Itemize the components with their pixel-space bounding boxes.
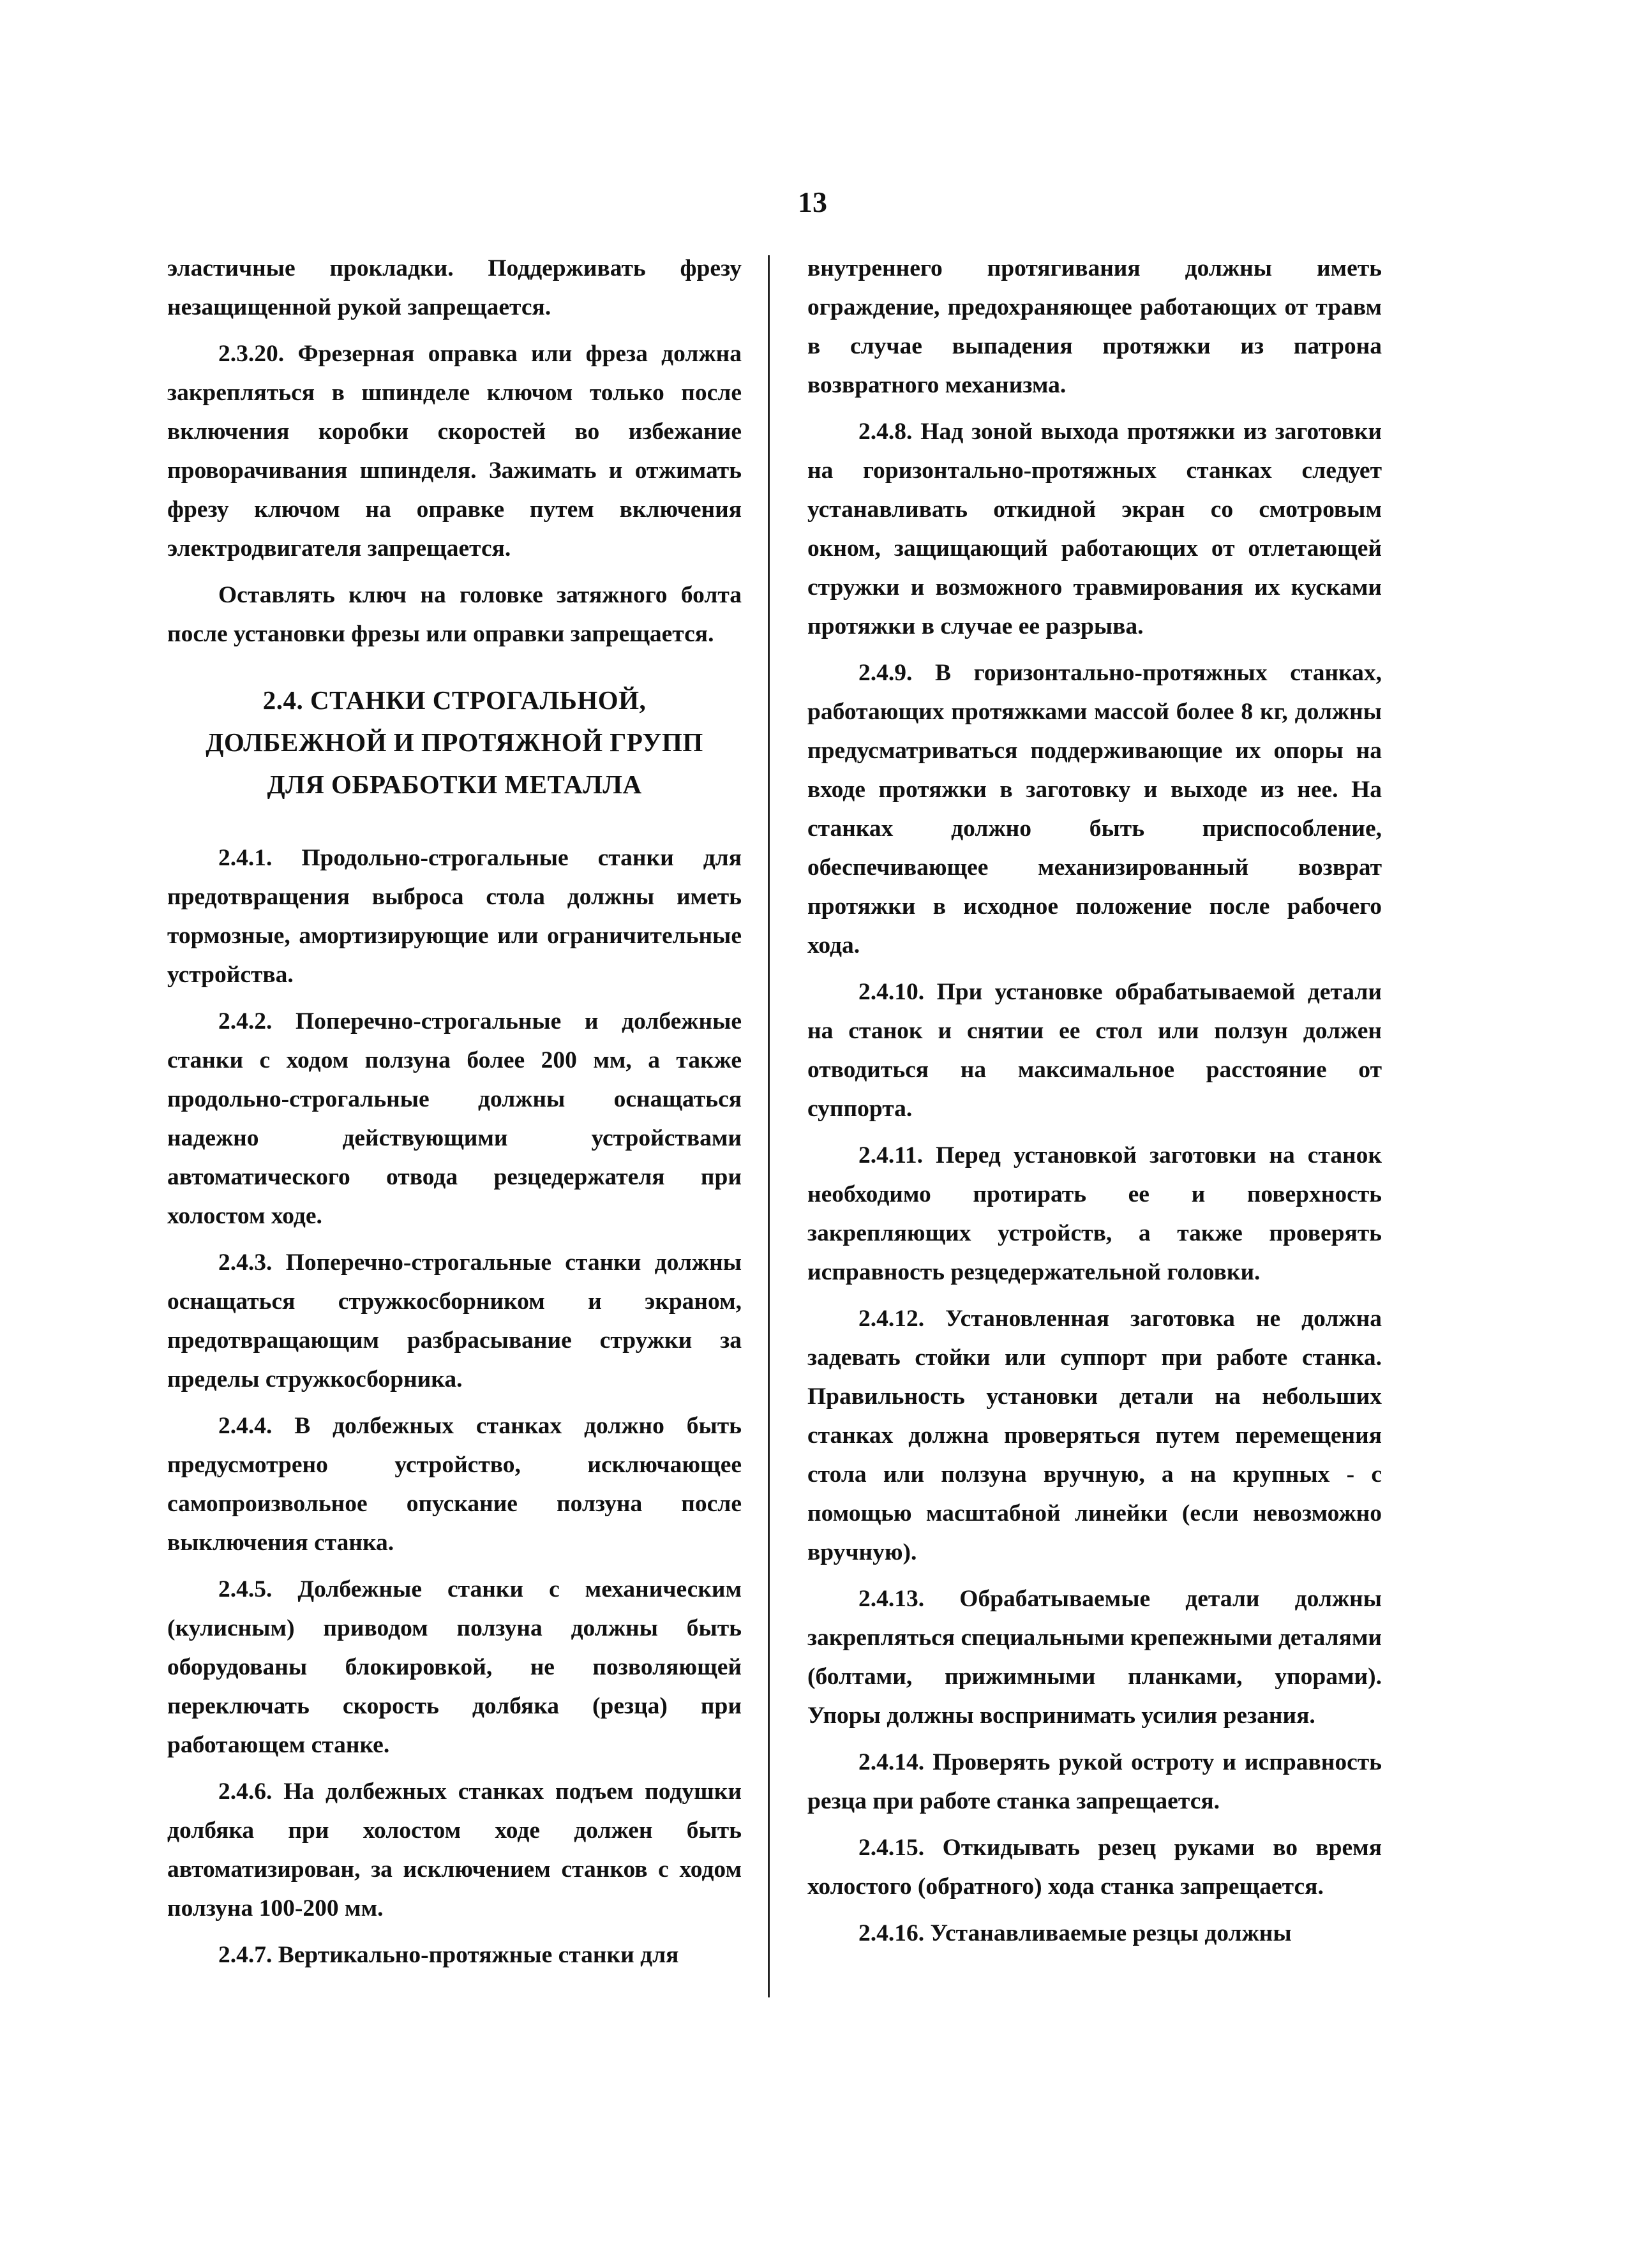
- page-number: 13: [798, 186, 827, 218]
- paragraph: 2.4.8. Над зоной выхода протяжки из заготовки на горизонтально-протяжных станках следует устанавливать откидной экран со смотровым окном, защищающий работающих от отлетающей стружки и возможного травмирования их кусками протяжки в случае ее разрыва.: [807, 419, 1382, 639]
- column-divider: [768, 255, 770, 1997]
- paragraph: 2.4.12. Установленная заготовка не должна задевать стойки или суппорт при работе станка. Правильность установки детали на небольших станках должна проверяться путем перемещения стола или ползуна вручную, а на крупных - с помощью масштабной линейки (если невозможно вручную).: [807, 1306, 1382, 1565]
- paragraph: 2.3.20. Фрезерная оправка или фреза должна закрепляться в шпинделе ключом только после включения коробки скоростей во избежание проворачивания шпинделя. Зажимать и отжимать фрезу ключом на оправке путем включения электродвигателя запрещается.: [167, 341, 742, 562]
- left-column: [167, 249, 742, 1982]
- paragraph: 2.4.7. Вертикально-протяжные станки для: [218, 1942, 679, 1968]
- paragraph: 2.4.13. Обрабатываемые детали должны закрепляться специальными крепежными деталями (болтами, прижимными планками, упорами). Упоры должны воспринимать усилия резания.: [807, 1586, 1382, 1729]
- section-heading-line: 2.4. СТАНКИ СТРОГАЛЬНОЙ,: [262, 685, 647, 715]
- paragraph: 2.4.5. Долбежные станки с механическим (кулисным) приводом ползуна должны быть оборудованы блокировкой, не позволяющей переключать скорость долбяка (резца) при работающем станке.: [167, 1576, 742, 1758]
- paragraph: 2.4.16. Устанавливаемые резцы должны: [858, 1920, 1292, 1946]
- paragraph: 2.4.10. При установке обрабатываемой детали на станок и снятии ее стол или ползун должен отводиться на максимальное расстояние от суппорта.: [807, 979, 1382, 1122]
- paragraph: 2.4.3. Поперечно-строгальные станки должны оснащаться стружкосборником и экраном, предотвращающим разбрасывание стружки за пределы стружкосборника.: [167, 1250, 742, 1392]
- section-heading: [167, 679, 742, 805]
- paragraph: 2.4.11. Перед установкой заготовки на станок необходимо протирать ее и поверхность закрепляющих устройств, а также проверять исправность резцедержательной головки.: [807, 1142, 1382, 1285]
- paragraph: 2.4.2. Поперечно-строгальные и долбежные станки с ходом ползуна более 200 мм, а также продольно-строгальные должны оснащаться надежно действующими устройствами автоматического отвода резцедержателя при холостом ходе.: [167, 1008, 742, 1229]
- paragraph: внутреннего протягивания должны иметь ограждение, предохраняющее работающих от травм в случае выпадения протяжки из патрона возвратного механизма.: [807, 255, 1382, 398]
- section-heading-line: ДОЛБЕЖНОЙ И ПРОТЯЖНОЙ ГРУПП: [206, 727, 703, 757]
- section-heading-line: ДЛЯ ОБРАБОТКИ МЕТАЛЛА: [267, 770, 642, 799]
- paragraph: 2.4.15. Откидывать резец руками во время холостого (обратного) хода станка запрещается.: [807, 1835, 1382, 1900]
- paragraph: 2.4.4. В долбежных станках должно быть предусмотрено устройство, исключающее самопроизвольное опускание ползуна после выключения станка.: [167, 1413, 742, 1556]
- paragraph: 2.4.1. Продольно-строгальные станки для предотвращения выброса стола должны иметь тормозные, амортизирующие или ограничительные устройства.: [167, 845, 742, 988]
- paragraph: 2.4.6. На долбежных станках подъем подушки долбяка при холостом ходе должен быть автоматизирован, за исключением станков с ходом ползуна 100-200 мм.: [167, 1779, 742, 1921]
- paragraph: Оставлять ключ на головке затяжного болта после установки фрезы или оправки запрещается.: [167, 582, 742, 647]
- right-column: [807, 249, 1382, 1960]
- paragraph: 2.4.9. В горизонтально-протяжных станках, работающих протяжками массой более 8 кг, должны предусматриваться поддерживающие их опоры на входе протяжки в заготовку и выходе из нее. На станках должно быть приспособление, обеспечивающее механизированный возврат протяжки в исходное положение после рабочего хода.: [807, 660, 1382, 959]
- paragraph: 2.4.14. Проверять рукой остроту и исправность резца при работе станка запрещается.: [807, 1749, 1382, 1814]
- paragraph: эластичные прокладки. Поддерживать фрезу незащищенной рукой запрещается.: [167, 255, 742, 320]
